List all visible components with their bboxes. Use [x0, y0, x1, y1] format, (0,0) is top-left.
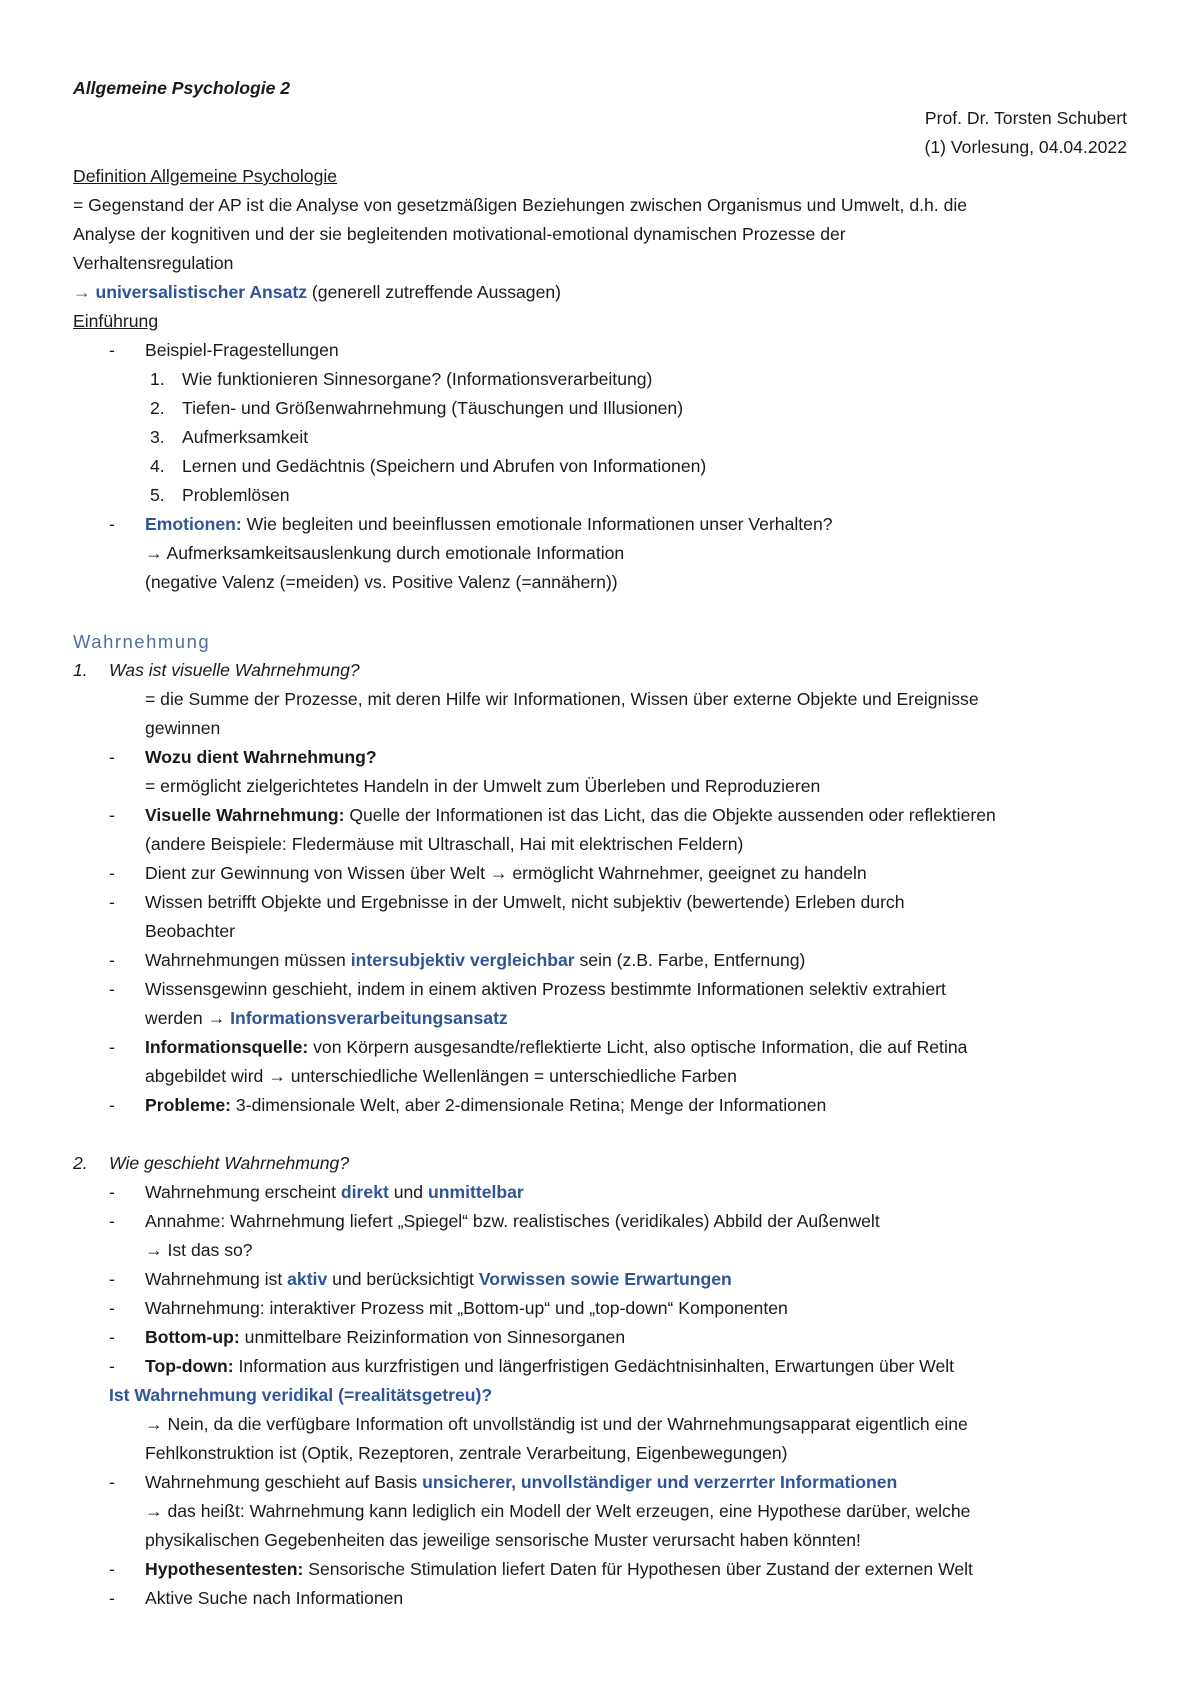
professor-name: Prof. Dr. Torsten Schubert [924, 108, 1127, 128]
question-item: Tiefen- und Größenwahrnehmung (Täuschungen und Illusionen) [182, 398, 684, 418]
basis-highlight: unsicherer, unvollständiger und verzerrter Informationen [422, 1472, 898, 1492]
direkt-highlight: direkt [340, 1182, 389, 1202]
question-item: Lernen und Gedächtnis (Speichern und Abrufen von Informationen) [182, 456, 707, 476]
annahme-line-1: Annahme: Wahrnehmung liefert „Spiegel“ bzw. realistisches (veridikales) Abbild der Außenwelt [145, 1211, 880, 1231]
top-down-line [145, 1352, 954, 1381]
aktiv-line [145, 1265, 732, 1294]
question-number: 1. [150, 369, 165, 389]
bullet-dash: - [109, 1269, 115, 1289]
aktive-suche-line: Aktive Suche nach Informationen [145, 1588, 404, 1608]
emotionen-text: Wie begleiten und beeinflussen emotionale Informationen unser Verhalten? [241, 514, 833, 534]
aktiv-c: und berücksichtigt [327, 1269, 479, 1289]
probleme-text: 3-dimensionale Welt, aber 2-dimensionale Retina; Menge der Informationen [231, 1095, 827, 1115]
definition-line-1: = Gegenstand der AP ist die Analyse von gesetzmäßigen Beziehungen zwischen Organismus und Umwelt, d.h. die [73, 195, 968, 215]
wozu-text: = ermöglicht zielgerichtetes Handeln in der Umwelt zum Überleben und Reproduzieren [145, 776, 821, 796]
ansatz-line [73, 278, 561, 307]
intersubjektiv-line [145, 946, 805, 975]
veridikal-question: Ist Wahrnehmung veridikal (=realitätsgetreu)? [109, 1385, 493, 1405]
hypothesen-line [145, 1555, 973, 1584]
dient-line: Dient zur Gewinnung von Wissen über Welt → ermöglicht Wahrnehmer, geeignet zu handeln [145, 863, 867, 883]
bullet-dash: - [109, 514, 115, 534]
gewinn-line-1: Wissensgewinn geschieht, indem in einem aktiven Prozess bestimmte Informationen selektiv extrahiert [145, 979, 946, 999]
question-item: Aufmerksamkeit [182, 427, 309, 447]
bullet-dash: - [109, 1298, 115, 1318]
bullet-dash: - [109, 892, 115, 912]
bullet-dash: - [109, 950, 115, 970]
inter-c: sein (z.B. Farbe, Entfernung) [574, 950, 806, 970]
bottom-up-line [145, 1323, 625, 1352]
section-number: 1. [73, 660, 88, 680]
probleme-line [145, 1091, 826, 1120]
bullet-dash: - [109, 1356, 115, 1376]
quelle-label: Informationsquelle: [145, 1037, 309, 1057]
annahme-line-2: → Ist das so? [145, 1240, 253, 1260]
basis-line-2: → das heißt: Wahrnehmung kann lediglich ein Modell der Welt erzeugen, eine Hypothese darüber, welche [145, 1501, 971, 1521]
bullet-dash: - [109, 1037, 115, 1057]
hypothesen-label: Hypothesentesten: [145, 1559, 304, 1579]
einfuehrung-heading: Einführung [73, 311, 159, 331]
wozu-label: Wozu dient Wahrnehmung? [145, 747, 377, 767]
emotionen-line [145, 510, 833, 539]
emotionen-label: Emotionen: [145, 514, 242, 534]
wissen-line-1: Wissen betrifft Objekte und Ergebnisse in der Umwelt, nicht subjektiv (bewertende) Erleben durch [145, 892, 905, 912]
definition-line-3: Verhaltensregulation [73, 253, 234, 273]
wahrnehmung-heading: Wahrnehmung [73, 631, 211, 652]
bottom-up-text: unmittelbare Reizinformation von Sinnesorganen [239, 1327, 626, 1347]
visuell-line [145, 801, 996, 830]
bullet-dash: - [109, 805, 115, 825]
ansatz-rest: (generell zutreffende Aussagen) [307, 282, 562, 302]
section-number: 2. [73, 1153, 88, 1173]
emotionen-line-2: → Aufmerksamkeitsauslenkung durch emotionale Information [145, 543, 625, 563]
probleme-label: Probleme: [145, 1095, 232, 1115]
beispiel-fragestellungen: Beispiel-Fragestellungen [145, 340, 339, 360]
bullet-dash: - [109, 1211, 115, 1231]
direkt-a: Wahrnehmung erscheint [145, 1182, 341, 1202]
visuell-line-2: (andere Beispiele: Fledermäuse mit Ultraschall, Hai mit elektrischen Feldern) [145, 834, 744, 854]
question-item: Wie funktionieren Sinnesorgane? (Informationsverarbeitung) [182, 369, 653, 389]
quelle-line [145, 1033, 967, 1062]
question-item: Problemlösen [182, 485, 290, 505]
top-down-text: Information aus kurzfristigen und längerfristigen Gedächtnisinhalten, Erwartungen über Welt [233, 1356, 955, 1376]
nein-line-1: → Nein, da die verfügbare Information oft unvollständig ist und der Wahrnehmungsapparat eigentlich eine [145, 1414, 968, 1434]
basis-a: Wahrnehmung geschieht auf Basis [145, 1472, 423, 1492]
inter-highlight: intersubjektiv vergleichbar [350, 950, 575, 970]
aktiv-highlight: aktiv [287, 1269, 328, 1289]
vorwissen-highlight: Vorwissen sowie Erwartungen [478, 1269, 732, 1289]
question-number: 2. [150, 398, 165, 418]
bullet-dash: - [109, 1588, 115, 1608]
bullet-dash: - [109, 1559, 115, 1579]
direkt-line [145, 1178, 524, 1207]
question-number: 3. [150, 427, 165, 447]
nein-line-2: Fehlkonstruktion ist (Optik, Rezeptoren, zentrale Verarbeitung, Eigenbewegungen) [145, 1443, 788, 1463]
bullet-dash: - [109, 340, 115, 360]
bullet-dash: - [109, 747, 115, 767]
inter-a: Wahrnehmungen müssen [145, 950, 351, 970]
aktiv-a: Wahrnehmung ist [145, 1269, 288, 1289]
question-1-title: Was ist visuelle Wahrnehmung? [109, 660, 360, 680]
definition-line-2: Analyse der kognitiven und der sie begleitenden motivational-emotional dynamischen Prozesse der [73, 224, 846, 244]
q1-answer-line-2: gewinnen [145, 718, 221, 738]
course-title: Allgemeine Psychologie 2 [73, 78, 291, 98]
gewinn-highlight: Informationsverarbeitungsansatz [230, 1008, 508, 1028]
q1-answer-line-1: = die Summe der Prozesse, mit deren Hilfe wir Informationen, Wissen über externe Objekte und Ereignisse [145, 689, 979, 709]
basis-line-3: physikalischen Gegebenheiten das jeweilige sensorische Muster verursacht haben könnten! [145, 1530, 861, 1550]
bullet-dash: - [109, 1472, 115, 1492]
unmittelbar-highlight: unmittelbar [427, 1182, 524, 1202]
gewinn-line-2 [145, 1004, 508, 1033]
hypothesen-text: Sensorische Stimulation liefert Daten für Hypothesen über Zustand der externen Welt [303, 1559, 973, 1579]
lecture-date: (1) Vorlesung, 04.04.2022 [924, 137, 1127, 157]
visuell-label: Visuelle Wahrnehmung: [145, 805, 345, 825]
question-2-title: Wie geschieht Wahrnehmung? [109, 1153, 350, 1173]
question-number: 4. [150, 456, 165, 476]
bullet-dash: - [109, 1327, 115, 1347]
quelle-line-2: abgebildet wird → unterschiedliche Wellenlängen = unterschiedliche Farben [145, 1066, 737, 1086]
wissen-line-2: Beobachter [145, 921, 235, 941]
emotionen-line-3: (negative Valenz (=meiden) vs. Positive Valenz (=annähern)) [145, 572, 618, 592]
direkt-c: und [388, 1182, 428, 1202]
basis-line [145, 1468, 897, 1497]
definition-heading: Definition Allgemeine Psychologie [73, 166, 338, 186]
interaktiv-line: Wahrnehmung: interaktiver Prozess mit „Bottom-up“ und „top-down“ Komponenten [145, 1298, 788, 1318]
question-number: 5. [150, 485, 165, 505]
bottom-up-label: Bottom-up: [145, 1327, 240, 1347]
bullet-dash: - [109, 1182, 115, 1202]
bullet-dash: - [109, 979, 115, 999]
bullet-dash: - [109, 863, 115, 883]
visuell-text: Quelle der Informationen ist das Licht, das die Objekte aussenden oder reflektieren [344, 805, 996, 825]
gewinn-a: werden → [145, 1008, 231, 1028]
ansatz-highlight: → universalistischer Ansatz [73, 282, 308, 302]
top-down-label: Top-down: [145, 1356, 234, 1376]
quelle-text: von Körpern ausgesandte/reflektierte Licht, also optische Information, die auf Retina [308, 1037, 968, 1057]
bullet-dash: - [109, 1095, 115, 1115]
